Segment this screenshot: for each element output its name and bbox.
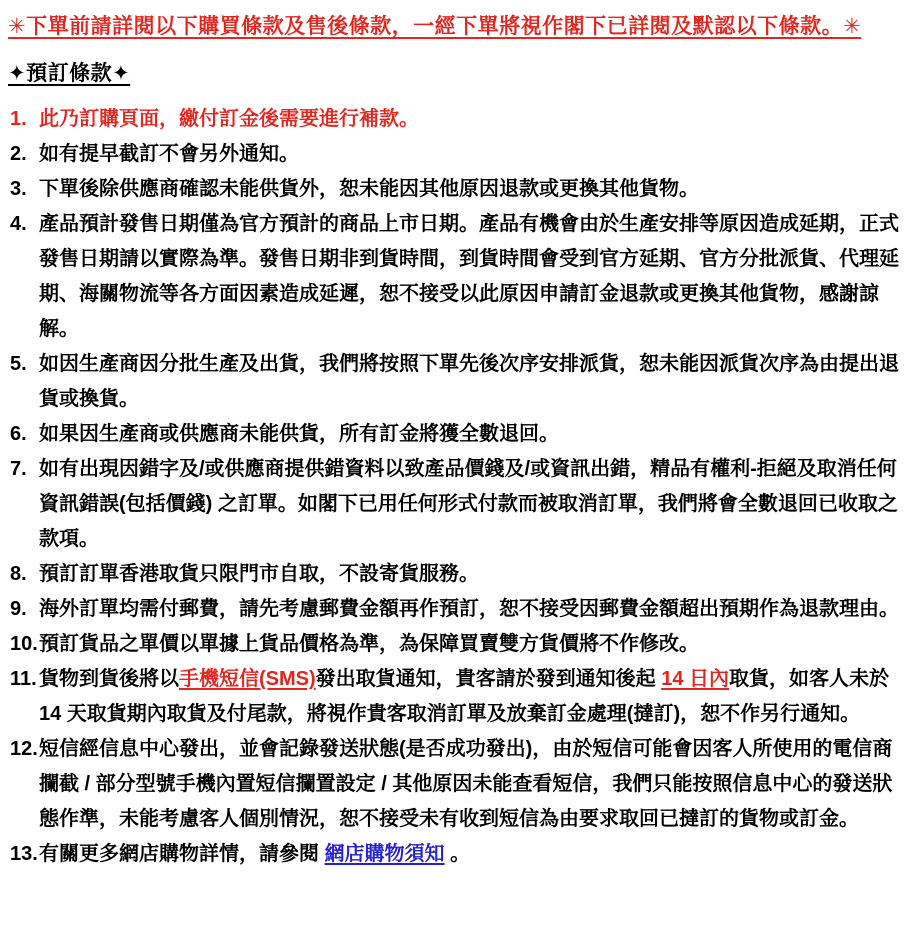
terms-list [8, 102, 899, 872]
term-text: 此乃訂購頁面，繳付訂金後需要進行補款。 [39, 108, 419, 130]
preorder-terms-document [8, 12, 899, 872]
section-title-preorder-terms: ✦預訂條款✦ [8, 62, 131, 85]
term-item-13 [8, 837, 899, 872]
term-text: 有關更多網店購物詳情，請參閱 [39, 843, 325, 865]
term-item-2 [8, 137, 899, 172]
term-text: 貨物到貨後將以 [39, 668, 179, 690]
term-item-7 [8, 452, 899, 557]
term-text: 產品預計發售日期僅為官方預計的商品上市日期。產品有機會由於生產安排等原因造成延期，正式發售日期請以實際為準。發售日期非到貨時間，到貨時間會受到官方延期、官方分批派貨、代理延期、海關物流等各方面因素造成延遲，恕不接受以此原因申請訂金退款或更換其他貨物，感謝諒解。 [39, 213, 899, 340]
term-text: 如因生產商因分批生產及出貨，我們將按照下單先後次序安排派貨，恕未能因派貨次序為由提出退貨或換貨。 [39, 353, 899, 410]
term-item-6 [8, 417, 899, 452]
term-text: 短信經信息中心發出，並會記錄發送狀態(是否成功發出)，由於短信可能會因客人所使用的電信商攔截 / 部分型號手機內置短信攔置設定 / 其他原因未能查看短信，我們只能按照信息中心的發送狀態作準，未能考慮客人個別情況，恕不接受未有收到短信為由要求取回已撻訂的貨物或訂金。 [39, 738, 893, 830]
term-item-11 [8, 662, 899, 732]
term-item-4 [8, 207, 899, 347]
emphasized-red-text: 14 日內 [661, 668, 730, 690]
pre-order-warning-heading: ✳下單前請詳閱以下購買條款及售後條款，一經下單將視作閣下已詳閱及默認以下條款。✳ [8, 15, 862, 38]
term-text: 。 [444, 843, 471, 865]
term-item-8 [8, 557, 899, 592]
term-text: 如果因生產商或供應商未能供貨，所有訂金將獲全數退回。 [39, 423, 559, 445]
store-shopping-notice-link[interactable]: 網店購物須知 [324, 843, 445, 865]
term-item-9 [8, 592, 899, 627]
term-item-1 [8, 102, 899, 137]
term-item-3 [8, 172, 899, 207]
term-text: 預訂貨品之單價以單據上貨品價格為準，為保障買賣雙方貨價將不作修改。 [39, 633, 699, 655]
term-text: 預訂訂單香港取貨只限門市自取，不設寄貨服務。 [39, 563, 479, 585]
term-item-10 [8, 627, 899, 662]
term-text: 取貨，如客人未於 14 天取貨期內取貨及付尾款，將視作貴客取消訂單及放棄訂金處理(撻訂)，恕不作另行通知。 [39, 668, 890, 725]
emphasized-red-text: 手機短信(SMS) [179, 668, 316, 690]
term-text: 如有出現因錯字及/或供應商提供錯資料以致產品價錢及/或資訊出錯，精品有權利-拒絕及取消任何資訊錯誤(包括價錢) 之訂單。如閣下已用任何形式付款而被取消訂單，我們將會全數退回已收取之款項。 [39, 458, 898, 550]
term-item-5 [8, 347, 899, 417]
term-text: 如有提早截訂不會另外通知。 [39, 143, 299, 165]
term-text: 下單後除供應商確認未能供貨外，恕未能因其他原因退款或更換其他貨物。 [39, 178, 699, 200]
term-text: 海外訂單均需付郵費，請先考慮郵費金額再作預訂，恕不接受因郵費金額超出預期作為退款理由。 [39, 598, 899, 620]
term-item-12 [8, 732, 899, 837]
term-text: 發出取貨通知，貴客請於發到通知後起 [315, 668, 662, 690]
